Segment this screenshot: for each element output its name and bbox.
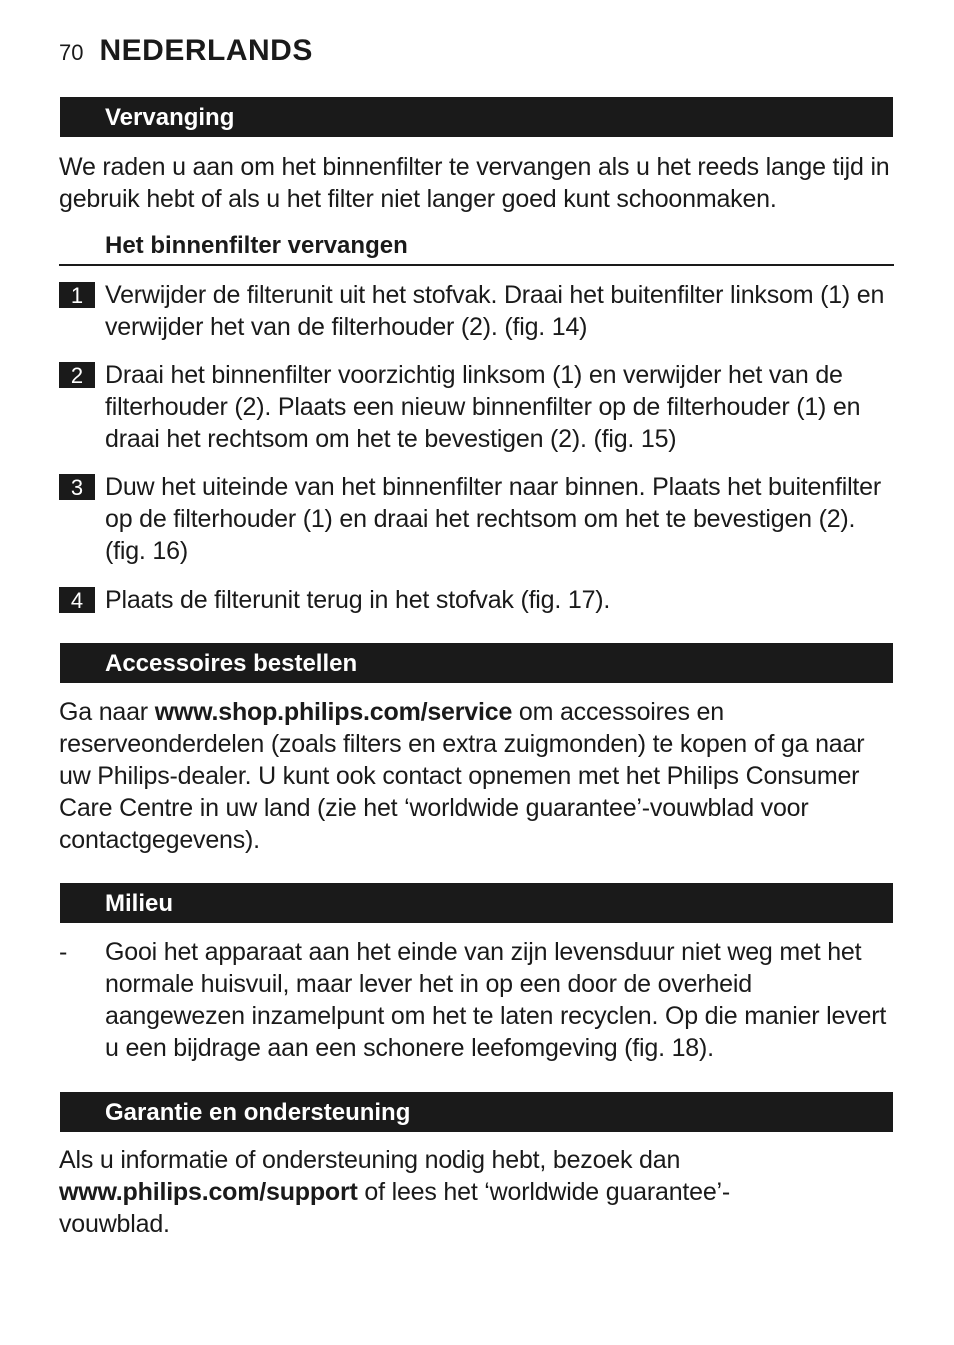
section-heading-accessoires: Accessoires bestellen: [60, 643, 893, 683]
step-1: [59, 279, 899, 343]
support-link[interactable]: www.philips.com/support: [59, 1178, 358, 1206]
page-number: 70: [59, 40, 84, 65]
step-2: [59, 359, 899, 455]
accessoires-text-after: om accessoires en reserveonderdelen (zoals filters en extra zuigmonden) te kopen of ga naar uw Philips-dealer. U kunt ook contact opnemen met het Philips Consumer Care Centre in uw land (zie het ‘worldwide guarantee’-vouwblad voor contactgegevens).: [59, 698, 865, 854]
step-number: 2: [59, 362, 95, 388]
garantie-text-after: of lees het ‘worldwide guarantee’-vouwblad.: [59, 1178, 731, 1238]
step-number: 1: [59, 282, 95, 308]
garantie-paragraph: [59, 1144, 819, 1240]
bullet-dash: -: [59, 938, 68, 966]
section-heading-milieu: Milieu: [60, 883, 893, 923]
step-text: Draai het binnenfilter voorzichtig linksom (1) en verwijder het van de filterhouder (2). Plaats een nieuw binnenfilter op de filterhouder (1) en draai het rechtsom om het te bevestigen (2). (fig. 15): [105, 361, 861, 453]
step-number: 3: [59, 474, 95, 500]
step-text: Duw het uiteinde van het binnenfilter naar binnen. Plaats het buitenfilter op de filterhouder (1) en draai het rechtsom om het te bevestigen (2). (fig. 16): [105, 473, 881, 565]
page-header: [59, 34, 313, 74]
step-text: Plaats de filterunit terug in het stofvak (fig. 17).: [105, 586, 611, 614]
vervanging-intro: We raden u aan om het binnenfilter te vervangen als u het reeds lange tijd in gebruik hebt of als u het filter niet langer goed kunt schoonmaken.: [59, 153, 890, 213]
section-heading-vervanging: Vervanging: [60, 97, 893, 137]
accessoires-text-before: Ga naar: [59, 698, 155, 726]
page-language-title: NEDERLANDS: [99, 34, 313, 67]
section-heading-garantie: Garantie en ondersteuning: [60, 1092, 893, 1132]
accessoires-paragraph: [59, 696, 899, 856]
shop-link[interactable]: www.shop.philips.com/service: [154, 698, 513, 726]
milieu-text: Gooi het apparaat aan het einde van zijn levensduur niet weg met het normale huisvuil, maar lever het in op een door de overheid aangewezen inzamelpunt om het te laten recyclen. Op die manier levert u een bijdrage aan een schonere leefomgeving (fig. 18).: [105, 938, 887, 1062]
step-number: 4: [59, 587, 95, 613]
step-4: [59, 584, 899, 616]
step-text: Verwijder de filterunit uit het stofvak. Draai het buitenfilter linksom (1) en verwijder het van de filterhouder (2). (fig. 14): [105, 281, 885, 341]
milieu-bullet: [59, 936, 899, 1064]
step-3: [59, 471, 899, 567]
subheading-binnenfilter: Het binnenfilter vervangen: [59, 228, 894, 266]
garantie-text-before: Als u informatie of ondersteuning nodig hebt, bezoek dan: [59, 1146, 681, 1174]
